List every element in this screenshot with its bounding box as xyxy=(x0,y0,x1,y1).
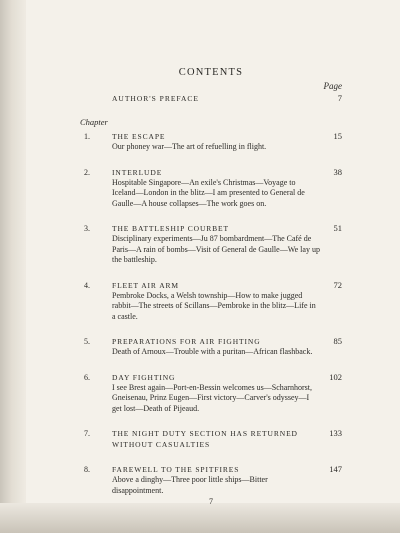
page-gutter-shadow xyxy=(0,0,26,533)
chapter-number: 4. xyxy=(84,280,90,290)
preface-label: AUTHOR'S PREFACE xyxy=(112,94,200,103)
chapter-page: 85 xyxy=(333,336,342,346)
chapter-title: THE NIGHT DUTY SECTION HAS RETURNED WITHOUT CASUALTIES xyxy=(112,429,298,449)
chapter-description: I see Brest again—Port-en-Bessin welcomes us—Scharnhorst, Gneisenau, Prinz Eugen—First victory—Carver's odyssey—I get lost—Death of Pijeaud. xyxy=(112,382,312,413)
chapter-entry xyxy=(80,464,342,496)
chapter-entry xyxy=(80,428,342,450)
chapter-page: 15 xyxy=(333,131,342,141)
chapter-page: 51 xyxy=(333,223,342,233)
preface-entry xyxy=(80,92,342,104)
chapter-number: 6. xyxy=(84,372,90,382)
page-title: CONTENTS xyxy=(178,67,244,78)
page-number: 7 xyxy=(209,497,213,506)
chapter-page: 38 xyxy=(333,166,342,177)
chapter-title: INTERLUDE xyxy=(112,167,163,177)
chapter-column-heading: Chapter xyxy=(80,117,108,127)
chapter-page: 147 xyxy=(329,464,342,474)
chapter-title: THE ESCAPE xyxy=(112,132,166,141)
chapter-description: Death of Arnoux—Trouble with a puritan—African flashback. xyxy=(112,347,313,356)
chapter-description: Disciplinary experiments—Ju 87 bombardment—The Café de Paris—A rain of bombs—Visit of General de Gaulle—We lay up the battleship. xyxy=(112,234,320,264)
chapter-page: 133 xyxy=(329,428,342,438)
chapter-entry xyxy=(80,223,342,266)
chapter-entry xyxy=(80,280,342,323)
contents-page xyxy=(80,60,342,506)
chapter-title: FAREWELL TO THE SPITFIRES xyxy=(112,465,240,474)
chapter-page: 102 xyxy=(329,371,342,382)
page-edge-shadow xyxy=(0,503,400,533)
chapter-description: Pembroke Docks, a Welsh township—How to make jugged rabbit—The streets of Scillans—Pembroke in the blitz—Life in a castle. xyxy=(112,290,316,321)
chapter-number: 7. xyxy=(84,429,90,438)
chapter-number: 5. xyxy=(84,337,90,346)
chapter-title: PREPARATIONS FOR AIR FIGHTING xyxy=(112,337,261,346)
chapter-entry xyxy=(80,372,342,415)
chapter-description: Our phoney war—The art of refuelling in flight. xyxy=(112,142,267,151)
chapter-number: 8. xyxy=(84,465,90,474)
chapter-page: 72 xyxy=(333,279,342,290)
page-column-heading: Page xyxy=(323,81,342,91)
chapter-entry xyxy=(80,131,342,153)
chapter-number: 1. xyxy=(84,132,90,141)
preface-page: 7 xyxy=(337,93,342,103)
chapter-number: 3. xyxy=(84,224,90,233)
chapter-description: Above a dinghy—Three poor little ships—Bitter disappointment. xyxy=(112,475,268,495)
chapter-title: DAY FIGHTING xyxy=(112,372,176,382)
chapter-title: FLEET AIR ARM xyxy=(112,280,179,290)
chapter-number: 2. xyxy=(84,167,90,177)
chapter-description: Hospitable Singapore—An exile's Christmas—Voyage to Iceland—London in the blitz—I am presented to General de Gaulle—A house collapses—The work goes on. xyxy=(112,177,305,208)
chapter-entry xyxy=(80,167,342,210)
chapter-entry xyxy=(80,336,342,358)
chapter-title: THE BATTLESHIP COURBET xyxy=(112,224,230,233)
